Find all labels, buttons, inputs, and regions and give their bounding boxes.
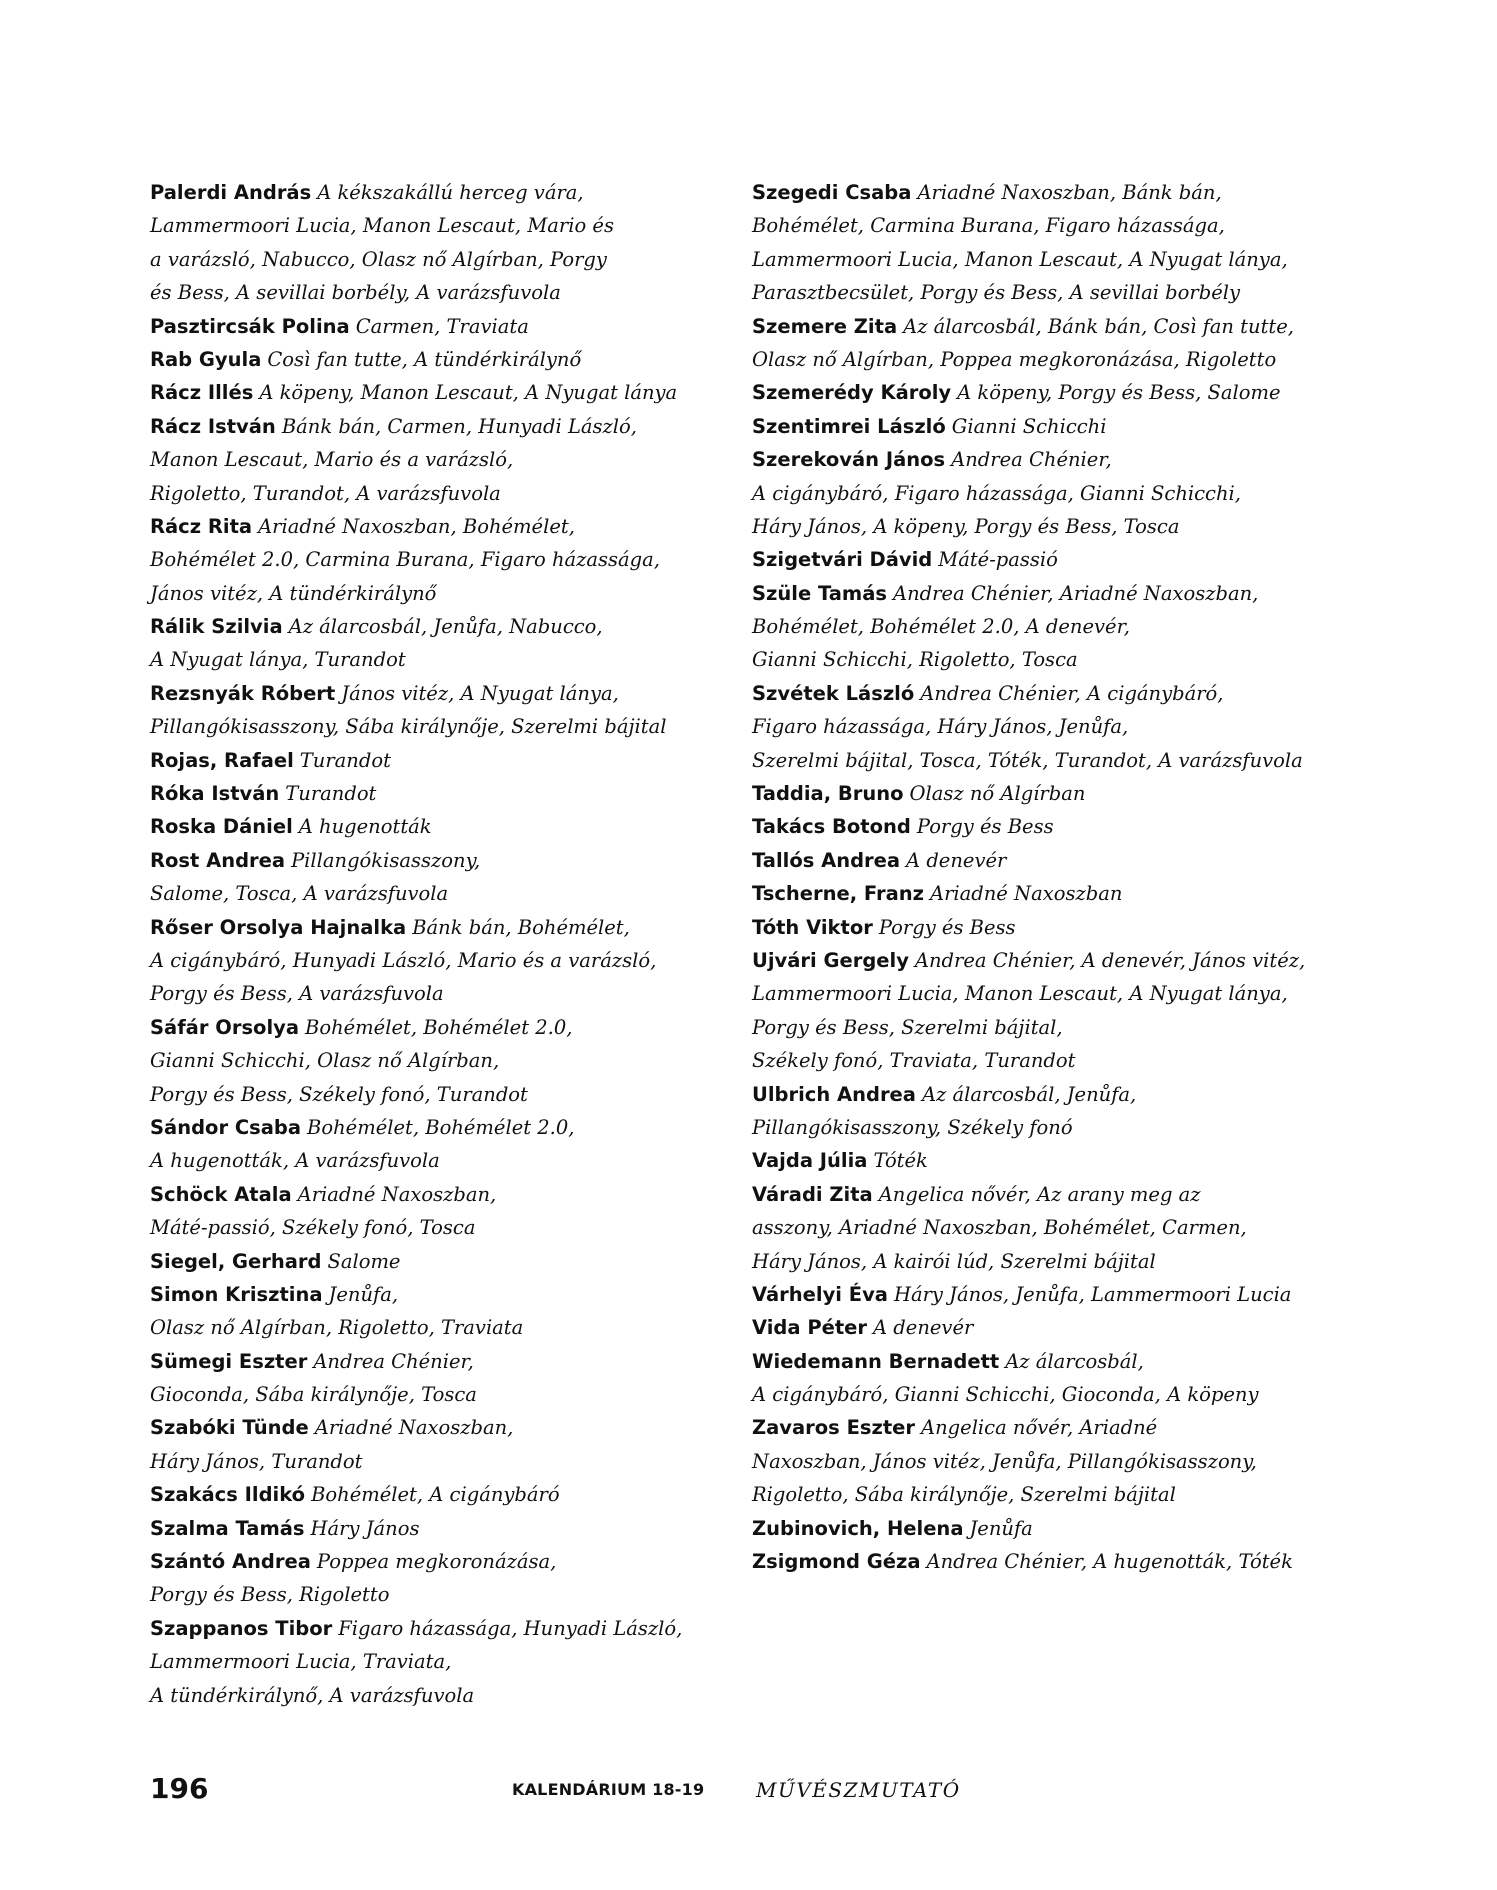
artist-name: Szalma Tamás	[150, 1516, 305, 1540]
artist-name: Szappanos Tibor	[150, 1616, 333, 1640]
artist-works: Poppea megkoronázása,	[316, 1550, 557, 1574]
artist-name: Roska Dániel	[150, 815, 293, 839]
artist-works: Háry János, A kairói lúd, Szerelmi bájital	[752, 1249, 1156, 1273]
artist-entry-continuation	[150, 577, 710, 610]
artist-entry-continuation	[150, 1211, 710, 1244]
artist-works: Bohémélet, Carmina Burana, Figaro házassága,	[752, 214, 1225, 238]
artist-entry-continuation	[150, 1445, 710, 1478]
artist-entry	[752, 1078, 1352, 1111]
artist-entry-continuation	[752, 1011, 1352, 1044]
artist-works: Bánk bán, Carmen, Hunyadi László,	[281, 414, 637, 438]
artist-works: Lammermoori Lucia, Manon Lescaut, A Nyugat lánya,	[752, 982, 1288, 1006]
artist-works: Parasztbecsület, Porgy és Bess, A sevillai borbély	[752, 281, 1241, 305]
artist-name: Ujvári Gergely	[752, 948, 909, 972]
artist-works: Tóték	[873, 1149, 928, 1173]
artist-entry	[752, 543, 1352, 576]
artist-works: Figaro házassága, Háry János, Jenůfa,	[752, 715, 1129, 739]
artist-entry-continuation	[752, 1378, 1352, 1411]
artist-entry-continuation	[150, 1044, 710, 1077]
artist-works: Lammermoori Lucia, Traviata,	[150, 1650, 452, 1674]
artist-entry-continuation	[150, 977, 710, 1010]
artist-entry	[752, 1545, 1352, 1578]
artist-works: Az álarcosbál, Jenůfa,	[921, 1082, 1137, 1106]
artist-works: Bohémélet, Bohémélet 2.0,	[305, 1015, 573, 1039]
artist-entry	[752, 911, 1352, 944]
artist-works: Gianni Schicchi, Olasz nő Algírban,	[150, 1049, 500, 1073]
artist-name: Vida Péter	[752, 1316, 868, 1340]
artist-entry	[752, 944, 1352, 977]
artist-name: Ulbrich Andrea	[752, 1082, 916, 1106]
artist-entry-continuation	[752, 276, 1352, 309]
artist-works: János vitéz, A tündérkirálynő	[150, 581, 437, 605]
artist-works: Rigoletto, Turandot, A varázsfuvola	[150, 481, 501, 505]
artist-entry	[752, 376, 1352, 409]
artist-entry-continuation	[150, 477, 710, 510]
artist-entry	[150, 1278, 710, 1311]
artist-works: Rigoletto, Sába királynője, Szerelmi bájital	[752, 1483, 1176, 1507]
artist-entry-continuation	[150, 1144, 710, 1177]
artist-entry-continuation	[752, 710, 1352, 743]
artist-name: Taddia, Bruno	[752, 782, 904, 806]
artist-entry	[150, 1011, 710, 1044]
artist-works: A cigánybáró, Hunyadi László, Mario és a varázsló,	[150, 948, 657, 972]
artist-works: Salome, Tosca, A varázsfuvola	[150, 882, 449, 906]
artist-name: Sümegi Eszter	[150, 1349, 308, 1373]
artist-works: Così fan tutte, A tündérkirálynő	[267, 347, 582, 371]
artist-entry	[752, 1144, 1352, 1177]
artist-works: Bohémélet, Bohémélet 2.0, A denevér,	[752, 615, 1130, 639]
artist-name: Zavaros Eszter	[752, 1416, 916, 1440]
artist-name: Rost Andrea	[150, 848, 286, 872]
artist-entry	[150, 777, 710, 810]
artist-works: Pillangókisasszony,	[291, 848, 481, 872]
artist-entry	[150, 1612, 710, 1645]
artist-works: Bánk bán, Bohémélet,	[412, 915, 630, 939]
artist-name: Takács Botond	[752, 815, 911, 839]
artist-name: Tóth Viktor	[752, 915, 873, 939]
artist-works: és Bess, A sevillai borbély, A varázsfuvola	[150, 281, 561, 305]
artist-entry	[752, 1178, 1352, 1211]
artist-name: Sáfár Orsolya	[150, 1015, 300, 1039]
artist-entry	[752, 877, 1352, 910]
artist-name: Rácz Rita	[150, 514, 253, 538]
artist-name: Rácz István	[150, 414, 276, 438]
artist-entry	[752, 844, 1352, 877]
artist-entry-continuation	[752, 744, 1352, 777]
artist-works: A hugenották	[298, 815, 432, 839]
artist-works: Salome	[327, 1249, 401, 1273]
artist-entry-continuation	[150, 543, 710, 576]
artist-works: Lammermoori Lucia, Manon Lescaut, Mario és	[150, 214, 614, 238]
artist-entry	[752, 810, 1352, 843]
artist-works: Porgy és Bess	[916, 815, 1054, 839]
artist-entry-continuation	[150, 1378, 710, 1411]
artist-works: Jenůfa,	[328, 1282, 399, 1306]
artist-name: Váradi Zita	[752, 1182, 873, 1206]
artist-entry-continuation	[150, 944, 710, 977]
artist-works: A köpeny, Porgy és Bess, Salome	[957, 381, 1281, 405]
artist-name: Zsigmond Géza	[752, 1550, 921, 1574]
page-footer	[150, 1772, 1497, 1812]
artist-works: Andrea Chénier, Ariadné Naxoszban,	[893, 581, 1259, 605]
artist-entry-continuation	[752, 1211, 1352, 1244]
artist-works: Háry János, Jenůfa, Lammermoori Lucia	[893, 1282, 1292, 1306]
artist-entry-continuation	[752, 510, 1352, 543]
artist-entry	[150, 310, 710, 343]
artist-entry-continuation	[150, 276, 710, 309]
artist-entry	[150, 1411, 710, 1444]
artist-works: Porgy és Bess	[878, 915, 1016, 939]
artist-works: Ariadné Naxoszban, Bánk bán,	[917, 181, 1222, 204]
artist-works: Andrea Chénier, A cigánybáró,	[920, 681, 1224, 705]
artist-entry-continuation	[150, 243, 710, 276]
artist-name: Szentimrei László	[752, 414, 946, 438]
artist-works: Székely fonó, Traviata, Turandot	[752, 1049, 1076, 1073]
artist-name: Zubinovich, Helena	[752, 1516, 964, 1540]
artist-name: Rácz Illés	[150, 381, 254, 405]
artist-entry	[150, 1512, 710, 1545]
artist-works: Pillangókisasszony, Sába királynője, Szerelmi bájital	[150, 715, 667, 739]
artist-entry-continuation	[752, 1445, 1352, 1478]
artist-works: Pillangókisasszony, Székely fonó	[752, 1115, 1073, 1139]
artist-works: Ariadné Naxoszban, Bohémélet,	[258, 514, 575, 538]
artist-name: Szemere Zita	[752, 314, 898, 338]
artist-name: Szerekován János	[752, 448, 946, 472]
artist-entry-continuation	[150, 643, 710, 676]
artist-entry	[150, 1545, 710, 1578]
artist-works: Andrea Chénier,	[313, 1349, 474, 1373]
artist-name: Rab Gyula	[150, 347, 262, 371]
artist-name: Róka István	[150, 782, 280, 806]
artist-entry-continuation	[150, 1578, 710, 1611]
artist-name: Simon Krisztina	[150, 1282, 323, 1306]
artist-works: Manon Lescaut, Mario és a varázsló,	[150, 448, 514, 472]
right-column	[752, 176, 1352, 1578]
artist-entry-continuation	[752, 1044, 1352, 1077]
artist-entry	[752, 1311, 1352, 1344]
artist-works: Olasz nő Algírban	[909, 782, 1086, 806]
artist-name: Tscherne, Franz	[752, 882, 924, 906]
artist-entry-continuation	[752, 243, 1352, 276]
artist-entry	[150, 677, 710, 710]
artist-entry-continuation	[150, 1311, 710, 1344]
artist-works: A tündérkirálynő, A varázsfuvola	[150, 1683, 475, 1707]
artist-works: a varázsló, Nabucco, Olasz nő Algírban, Porgy	[150, 247, 607, 271]
artist-entry	[752, 410, 1352, 443]
artist-works: Carmen, Traviata	[355, 314, 529, 338]
artist-works: Gioconda, Sába királynője, Tosca	[150, 1383, 477, 1407]
artist-name: Vajda Júlia	[752, 1149, 868, 1173]
artist-entry	[150, 410, 710, 443]
artist-entry	[150, 911, 710, 944]
artist-entry-continuation	[752, 1478, 1352, 1511]
left-column	[150, 176, 710, 1712]
artist-entry	[150, 343, 710, 376]
artist-entry	[150, 376, 710, 409]
artist-works: Porgy és Bess, Rigoletto	[150, 1583, 390, 1607]
artist-works: Gianni Schicchi, Rigoletto, Tosca	[752, 648, 1078, 672]
artist-works: Olasz nő Algírban, Rigoletto, Traviata	[150, 1316, 524, 1340]
artist-entry	[150, 610, 710, 643]
artist-works: Andrea Chénier,	[951, 448, 1112, 472]
artist-works: Andrea Chénier, A hugenották, Tóték	[926, 1550, 1293, 1574]
artist-name: Várhelyi Éva	[752, 1282, 888, 1306]
artist-works: Háry János, Turandot	[150, 1449, 363, 1473]
artist-works: János vitéz, A Nyugat lánya,	[341, 681, 619, 705]
artist-entry	[150, 176, 710, 209]
artist-name: Palerdi András	[150, 181, 312, 204]
artist-entry	[752, 1411, 1352, 1444]
artist-name: Tallós Andrea	[752, 848, 901, 872]
artist-entry-continuation	[752, 977, 1352, 1010]
artist-name: Szabóki Tünde	[150, 1416, 309, 1440]
artist-entry	[752, 310, 1352, 343]
artist-entry	[752, 1512, 1352, 1545]
artist-works: Ariadné Naxoszban,	[297, 1182, 497, 1206]
artist-entry	[150, 810, 710, 843]
artist-entry	[752, 577, 1352, 610]
artist-works: Olasz nő Algírban, Poppea megkoronázása, Rigoletto	[752, 347, 1277, 371]
artist-entry	[150, 510, 710, 543]
artist-works: A kékszakállú herceg vára,	[317, 181, 584, 204]
artist-works: Háry János, A köpeny, Porgy és Bess, Tosca	[752, 514, 1180, 538]
artist-name: Rojas, Rafael	[150, 748, 294, 772]
artist-works: Az álarcosbál, Bánk bán, Così fan tutte,	[903, 314, 1294, 338]
artist-entry	[752, 1278, 1352, 1311]
artist-works: Jenůfa	[969, 1516, 1033, 1540]
artist-works: asszony, Ariadné Naxoszban, Bohémélet, Carmen,	[752, 1216, 1247, 1240]
artist-works: A denevér	[906, 848, 1007, 872]
artist-works: Az álarcosbál,	[1005, 1349, 1144, 1373]
artist-name: Pasztircsák Polina	[150, 314, 350, 338]
artist-name: Rőser Orsolya Hajnalka	[150, 915, 407, 939]
artist-name: Rezsnyák Róbert	[150, 681, 336, 705]
artist-entry-continuation	[752, 643, 1352, 676]
artist-entry-continuation	[752, 1111, 1352, 1144]
artist-entry-continuation	[752, 209, 1352, 242]
artist-name: Szegedi Csaba	[752, 181, 912, 204]
artist-works: Ariadné Naxoszban,	[314, 1416, 514, 1440]
artist-name: Siegel, Gerhard	[150, 1249, 322, 1273]
artist-entry	[150, 844, 710, 877]
artist-works: Porgy és Bess, A varázsfuvola	[150, 982, 444, 1006]
artist-works: A köpeny, Manon Lescaut, A Nyugat lánya	[259, 381, 678, 405]
artist-entry	[752, 443, 1352, 476]
artist-works: Máté-passió, Székely fonó, Tosca	[150, 1216, 476, 1240]
artist-entry	[752, 176, 1352, 209]
artist-works: Gianni Schicchi	[951, 414, 1107, 438]
artist-works: A cigánybáró, Figaro házassága, Gianni Schicchi,	[752, 481, 1241, 505]
artist-entry	[150, 1478, 710, 1511]
artist-entry-continuation	[752, 477, 1352, 510]
artist-works: Naxoszban, János vitéz, Jenůfa, Pillangókisasszony,	[752, 1449, 1257, 1473]
artist-entry	[150, 1345, 710, 1378]
artist-works: Angelica nővér, Ariadné	[921, 1416, 1158, 1440]
artist-works: Porgy és Bess, Székely fonó, Turandot	[150, 1082, 528, 1106]
artist-works: Szerelmi bájital, Tosca, Tóték, Turandot, A varázsfuvola	[752, 748, 1303, 772]
artist-works: Andrea Chénier, A denevér, János vitéz,	[914, 948, 1306, 972]
artist-works: Bohémélet, A cigánybáró	[311, 1483, 560, 1507]
artist-works: A hugenották, A varázsfuvola	[150, 1149, 440, 1173]
artist-works: Turandot	[285, 782, 377, 806]
artist-entry-continuation	[150, 1679, 710, 1712]
artist-name: Szemerédy Károly	[752, 381, 952, 405]
artist-entry	[752, 777, 1352, 810]
artist-entry-continuation	[752, 1245, 1352, 1278]
artist-name: Rálik Szilvia	[150, 615, 283, 639]
artist-works: Háry János	[310, 1516, 420, 1540]
artist-name: Szüle Tamás	[752, 581, 888, 605]
section-title: MŰVÉSZMUTATÓ	[756, 1778, 961, 1802]
artist-entry	[150, 744, 710, 777]
page-number: 196	[150, 1772, 209, 1805]
artist-name: Sándor Csaba	[150, 1115, 302, 1139]
artist-entry-continuation	[150, 710, 710, 743]
artist-entry	[150, 1178, 710, 1211]
artist-works: Angelica nővér, Az arany meg az	[878, 1182, 1201, 1206]
artist-works: Figaro házassága, Hunyadi László,	[338, 1616, 683, 1640]
artist-works: Porgy és Bess, Szerelmi bájital,	[752, 1015, 1063, 1039]
artist-works: A denevér	[873, 1316, 974, 1340]
artist-name: Szakács Ildikó	[150, 1483, 306, 1507]
artist-works: A Nyugat lánya, Turandot	[150, 648, 406, 672]
artist-entry-continuation	[150, 1078, 710, 1111]
artist-works: Lammermoori Lucia, Manon Lescaut, A Nyugat lánya,	[752, 247, 1288, 271]
publication-title: KALENDÁRIUM 18-19	[512, 1780, 705, 1799]
artist-entry-continuation	[150, 443, 710, 476]
artist-entry	[150, 1245, 710, 1278]
artist-works: Máté-passió	[938, 548, 1058, 572]
artist-entry	[752, 677, 1352, 710]
artist-works: Ariadné Naxoszban	[930, 882, 1123, 906]
artist-entry-continuation	[150, 1645, 710, 1678]
artist-works: Bohémélet 2.0, Carmina Burana, Figaro házassága,	[150, 548, 660, 572]
artist-entry-continuation	[150, 877, 710, 910]
artist-name: Szántó Andrea	[150, 1550, 311, 1574]
artist-works: Turandot	[299, 748, 391, 772]
artist-works: Az álarcosbál, Jenůfa, Nabucco,	[288, 615, 603, 639]
artist-entry-continuation	[150, 209, 710, 242]
artist-works: A cigánybáró, Gianni Schicchi, Gioconda, A köpeny	[752, 1383, 1259, 1407]
artist-entry-continuation	[752, 610, 1352, 643]
artist-name: Szvétek László	[752, 681, 915, 705]
artist-name: Wiedemann Bernadett	[752, 1349, 1000, 1373]
artist-name: Szigetvári Dávid	[752, 548, 933, 572]
artist-entry	[752, 1345, 1352, 1378]
artist-works: Bohémélet, Bohémélet 2.0,	[307, 1115, 575, 1139]
artist-entry-continuation	[752, 343, 1352, 376]
artist-entry	[150, 1111, 710, 1144]
artist-name: Schöck Atala	[150, 1182, 292, 1206]
